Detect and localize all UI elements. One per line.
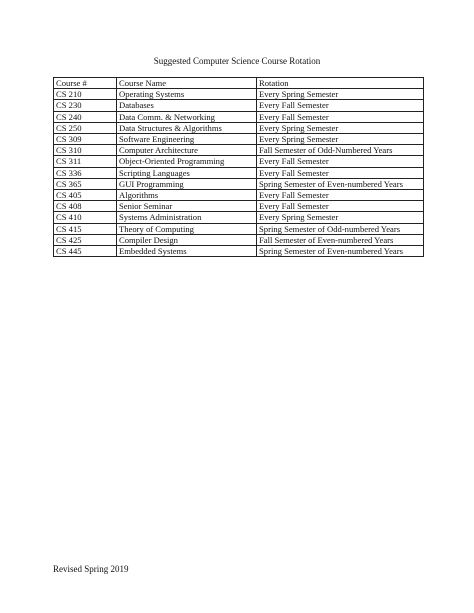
course-number-cell: CS 445 — [54, 246, 117, 257]
table-row — [54, 223, 424, 234]
course-name-cell: Embedded Systems — [117, 246, 257, 257]
table-row — [54, 178, 424, 189]
course-number-cell: CS 310 — [54, 145, 117, 156]
course-name-cell: Data Structures & Algorithms — [117, 122, 257, 133]
rotation-cell: Every Fall Semester — [257, 111, 424, 122]
course-name-cell: Software Engineering — [117, 134, 257, 145]
course-name-cell: Computer Architecture — [117, 145, 257, 156]
rotation-cell: Every Fall Semester — [257, 100, 424, 111]
course-number-cell: CS 336 — [54, 167, 117, 178]
rotation-cell: Every Spring Semester — [257, 212, 424, 223]
table-row — [54, 246, 424, 257]
course-number-cell: CS 210 — [54, 89, 117, 100]
rotation-cell: Spring Semester of Even-numbered Years — [257, 178, 424, 189]
course-number-cell: CS 240 — [54, 111, 117, 122]
table-row — [54, 134, 424, 145]
course-number-cell: CS 309 — [54, 134, 117, 145]
course-number-cell: CS 250 — [54, 122, 117, 133]
course-name-cell: Databases — [117, 100, 257, 111]
course-number-cell: CS 408 — [54, 201, 117, 212]
course-name-cell: Systems Administration — [117, 212, 257, 223]
rotation-cell: Every Fall Semester — [257, 156, 424, 167]
course-name-cell: Operating Systems — [117, 89, 257, 100]
rotation-cell: Every Fall Semester — [257, 201, 424, 212]
course-number-cell: CS 365 — [54, 178, 117, 189]
course-name-cell: Theory of Computing — [117, 223, 257, 234]
course-name-cell: GUI Programming — [117, 178, 257, 189]
rotation-cell: Every Spring Semester — [257, 89, 424, 100]
table-row — [54, 234, 424, 245]
table-row — [54, 156, 424, 167]
course-name-cell: Senior Seminar — [117, 201, 257, 212]
table-row — [54, 89, 424, 100]
rotation-cell: Spring Semester of Even-numbered Years — [257, 246, 424, 257]
course-name-cell: Data Comm. & Networking — [117, 111, 257, 122]
table-row — [54, 201, 424, 212]
revision-note: Revised Spring 2019 — [53, 564, 129, 574]
course-name-cell: Object-Oriented Programming — [117, 156, 257, 167]
course-number-cell: CS 425 — [54, 234, 117, 245]
rotation-cell: Fall Semester of Odd-Numbered Years — [257, 145, 424, 156]
table-row — [54, 111, 424, 122]
column-header-course-number: Course # — [54, 78, 117, 89]
column-header-rotation: Rotation — [257, 78, 424, 89]
table-row — [54, 122, 424, 133]
course-number-cell: CS 410 — [54, 212, 117, 223]
course-name-cell: Algorithms — [117, 190, 257, 201]
rotation-cell: Every Fall Semester — [257, 167, 424, 178]
rotation-cell: Every Fall Semester — [257, 190, 424, 201]
page-title: Suggested Computer Science Course Rotation — [153, 56, 321, 66]
course-name-cell: Scripting Languages — [117, 167, 257, 178]
rotation-cell: Every Spring Semester — [257, 134, 424, 145]
course-rotation-table — [53, 77, 424, 257]
column-header-course-name: Course Name — [117, 78, 257, 89]
course-number-cell: CS 405 — [54, 190, 117, 201]
course-number-cell: CS 311 — [54, 156, 117, 167]
rotation-cell: Fall Semester of Even-numbered Years — [257, 234, 424, 245]
course-number-cell: CS 230 — [54, 100, 117, 111]
table-row — [54, 145, 424, 156]
course-number-cell: CS 415 — [54, 223, 117, 234]
table-row — [54, 190, 424, 201]
table-row — [54, 212, 424, 223]
table-header-row — [54, 78, 424, 89]
course-name-cell: Compiler Design — [117, 234, 257, 245]
rotation-cell: Every Spring Semester — [257, 122, 424, 133]
table-row — [54, 167, 424, 178]
table-row — [54, 100, 424, 111]
rotation-cell: Spring Semester of Odd-numbered Years — [257, 223, 424, 234]
